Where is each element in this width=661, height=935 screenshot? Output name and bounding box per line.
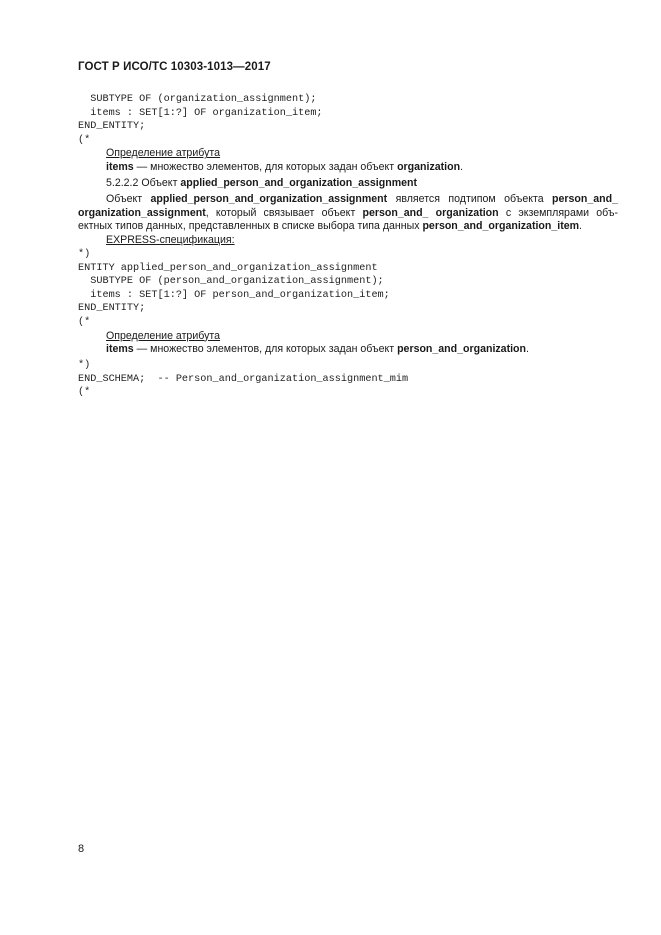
attribute-name: items	[106, 161, 134, 174]
page-number: 8	[78, 843, 85, 855]
express-spec-label: EXPRESS-спецификация:	[106, 234, 235, 247]
section-paragraph	[78, 193, 618, 234]
section-entity-name: applied_person_and_organization_assignment	[180, 176, 418, 189]
attribute-definition	[78, 343, 618, 357]
paragraph-linked-object: person_and_ organization	[362, 206, 499, 219]
code-line: ENTITY applied_person_and_organization_assignment	[78, 262, 378, 274]
code-line: (*	[78, 316, 91, 328]
code-line: END_ENTITY;	[78, 303, 146, 315]
attribute-description: — множество элементов, для которых задан объект	[133, 161, 398, 174]
attribute-heading-text: Определение атрибута	[106, 147, 221, 160]
attribute-definition-heading	[78, 147, 618, 161]
attribute-name: items	[106, 343, 134, 356]
code-line: (*	[78, 134, 91, 146]
code-line: *)	[78, 360, 91, 372]
code-line: SUBTYPE OF (organization_assignment);	[78, 94, 317, 105]
attribute-heading-text: Определение атрибута	[106, 329, 221, 342]
paragraph-text: , который связывает объект	[205, 206, 363, 219]
section-heading	[78, 177, 618, 191]
attribute-definition	[78, 161, 618, 175]
code-line: items : SET[1:?] OF person_and_organization_item;	[78, 289, 390, 301]
paragraph-select-type: person_and_organization_item	[422, 220, 580, 233]
paragraph-text: с экземплярами объ-ектных типов данных, представленных в списке выбора типа данных	[78, 206, 618, 233]
attribute-object: person_and_organization	[397, 343, 526, 356]
paragraph-entity-name: applied_person_and_organization_assignment	[150, 192, 388, 205]
paragraph-text: является подтипом объекта	[387, 192, 553, 205]
attribute-object: organization	[397, 161, 461, 174]
code-line: END_ENTITY;	[78, 121, 146, 133]
code-line: *)	[78, 248, 91, 260]
code-line: SUBTYPE OF (person_and_organization_assignment);	[78, 276, 384, 288]
page-header-title: ГОСТ Р ИСО/ТС 10303-1013—2017	[78, 61, 271, 73]
attribute-end: .	[460, 161, 464, 174]
paragraph-end: .	[579, 220, 582, 233]
code-line: (*	[78, 387, 91, 399]
express-spec-heading	[78, 234, 618, 248]
attribute-end: .	[526, 343, 529, 356]
code-line: END_SCHEMA; -- Person_and_organization_assignment_mim	[78, 373, 409, 385]
attribute-description: — множество элементов, для которых задан объект	[133, 343, 398, 356]
paragraph-text: Объект	[106, 192, 151, 205]
attribute-definition-heading	[78, 330, 618, 344]
section-number-label: 5.2.2.2 Объект	[106, 176, 181, 189]
page-content	[78, 93, 618, 400]
paragraph-supertype: person_and_ organization_assignment	[78, 192, 618, 219]
code-line: items : SET[1:?] OF organization_item;	[78, 107, 323, 119]
